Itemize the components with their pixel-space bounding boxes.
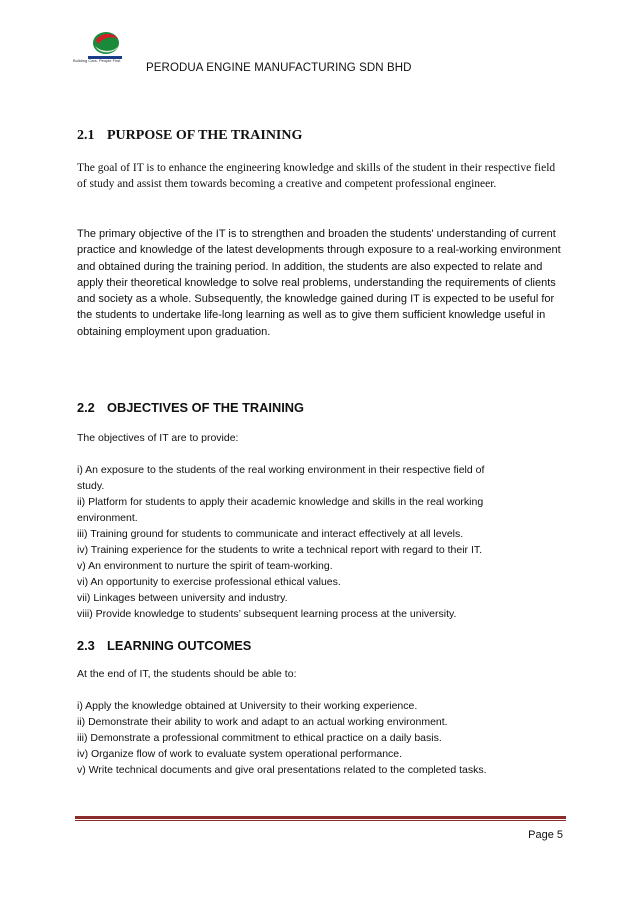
company-header: PERODUA ENGINE MANUFACTURING SDN BHD [146,62,412,74]
outcome-item: i) Apply the knowledge obtained at University to their working experience. [77,700,418,712]
outcomes-intro: At the end of IT, the students should be able to: [77,668,297,680]
logo-tagline: Building Cars. People First [73,58,121,63]
outcome-item: v) Write technical documents and give oral presentations related to the completed tasks. [77,764,487,776]
objective-item: iv) Training experience for the students to write a technical report with regard to their IT. [77,544,483,556]
objective-item: i) An exposure to the students of the real working environment in their respective field of [77,464,485,476]
purpose-paragraph-1: The goal of IT is to enhance the engineering knowledge and skills of the student in their respective field of study and assist them towards becoming a creative and competent professional engineer. [77,162,556,191]
footer-rule [75,816,566,819]
outcome-item: ii) Demonstrate their ability to work and adapt to an actual working environment. [77,716,448,728]
page-number: Page 5 [528,829,563,841]
objective-item: vi) An opportunity to exercise professional ethical values. [77,576,341,588]
outcome-item: iv) Organize flow of work to evaluate system operational performance. [77,748,403,760]
section-heading-2-2: 2.2 OBJECTIVES OF THE TRAINING [77,400,304,415]
section-heading-2-1: 2.1 PURPOSE OF THE TRAINING [77,128,303,143]
outcome-item: iii) Demonstrate a professional commitment to ethical practice on a daily basis. [77,732,442,744]
objective-item: vii) Linkages between university and industry. [77,592,288,604]
objectives-intro: The objectives of IT are to provide: [77,432,239,444]
objective-item: study. [77,480,105,492]
purpose-paragraph-2: The primary objective of the IT is to strengthen and broaden the students' understanding of current practice and knowledge of the latest developments through exposure to a real-working environment and obtained during the training period. In addition, the students are also expected to relate and apply their theoretical knowledge to solve real problems, understanding the requirements of clients and society as a whole. Subsequently, the knowledge gained during IT is expected to be useful for the students to undertake life-long learning as well as to give them sufficient knowledge useful in obtaining employment upon graduation. [77,228,561,338]
objective-item: viii) Provide knowledge to students’ subsequent learning process at the university. [77,608,457,620]
objective-item: iii) Training ground for students to communicate and interact effectively at all levels. [77,528,464,540]
objective-item: ii) Platform for students to apply their academic knowledge and skills in the real working [77,496,484,508]
objective-item: v) An environment to nurture the spirit of team-working. [77,560,333,572]
objective-item: environment. [77,512,138,524]
section-heading-2-3: 2.3 LEARNING OUTCOMES [77,638,252,653]
footer-rule-thin [75,820,566,821]
